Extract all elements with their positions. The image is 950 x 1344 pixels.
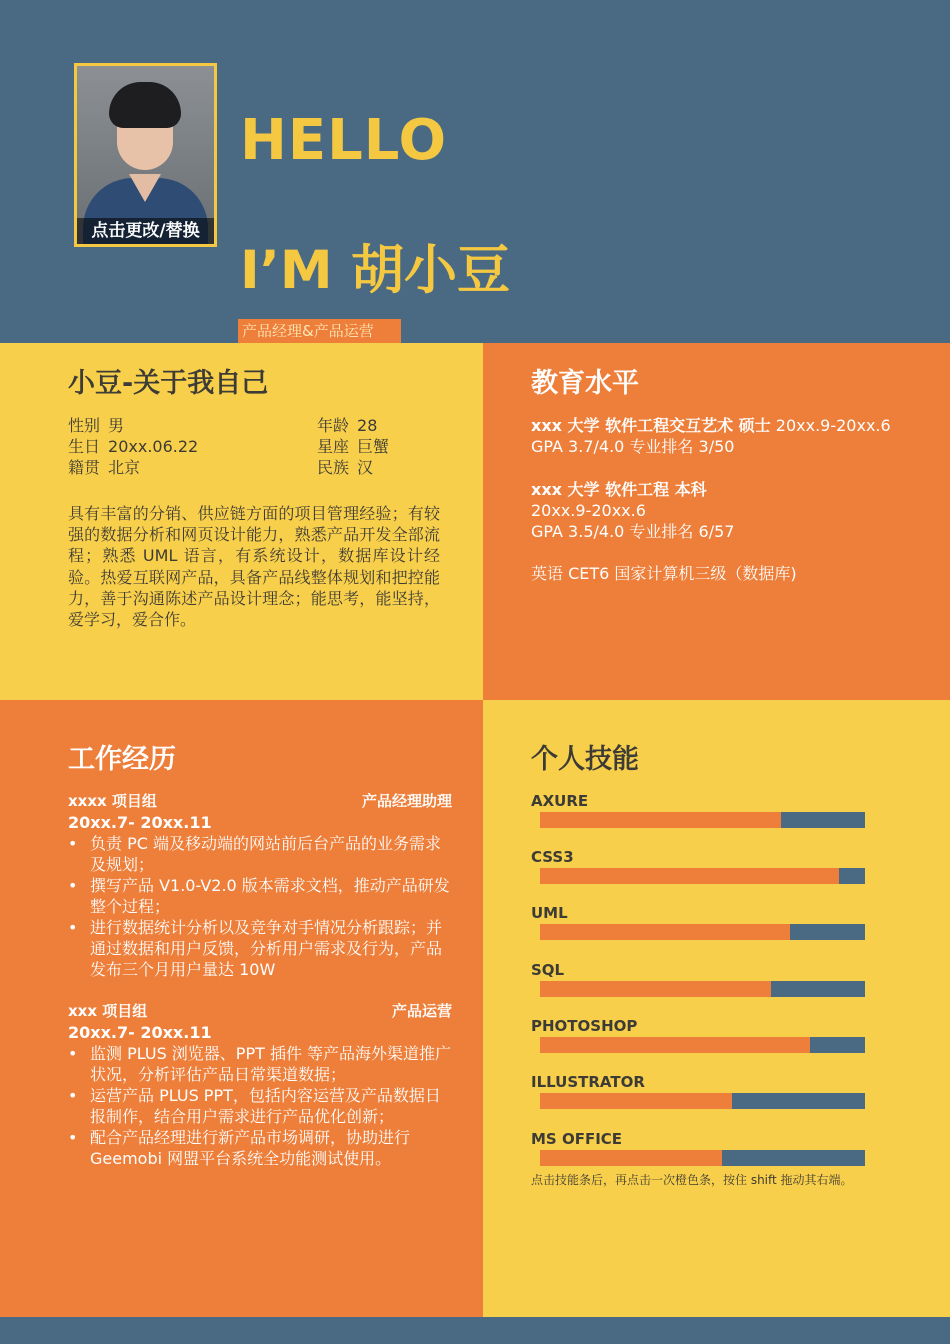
info-hometown [68, 457, 140, 478]
education-certificates: 英语 CET6 国家计算机三级（数据库) [531, 564, 797, 583]
education-period: 20xx.9-20xx.6 [775, 416, 891, 435]
skill-fill[interactable] [540, 1150, 722, 1166]
role-tag: 产品经理&产品运营 [238, 319, 401, 343]
info-age [317, 415, 377, 436]
job-role: 产品经理助理 [361, 792, 452, 810]
skill-fill[interactable] [540, 812, 781, 828]
work-title: 工作经历 [68, 744, 176, 775]
info-label: 民族 [317, 458, 350, 477]
list-item: • 运营产品 PLUS PPT，包括内容运营及产品数据日报制作，结合用户需求进行产品优化创新； [68, 1085, 452, 1127]
education-entry-1-header [531, 415, 891, 436]
list-item: • 撰写产品 V1.0-V2.0 版本需求文档，推动产品研发整个过程； [68, 875, 452, 917]
info-value: 巨蟹 [357, 437, 390, 456]
skill-bar-uml[interactable] [540, 924, 865, 940]
info-gender [68, 415, 124, 436]
name-heading: I’M 胡小豆 [240, 240, 511, 301]
education-period: 20xx.9-20xx.6 [531, 501, 646, 520]
education-title: 教育水平 [531, 368, 639, 399]
info-value: 20xx.06.22 [108, 437, 199, 456]
info-value: 汉 [357, 458, 374, 477]
skills-note: 点击技能条后，再点击一次橙色条，按住 shift 拖动其右端。 [531, 1173, 853, 1187]
info-label: 生日 [68, 437, 101, 456]
skill-name-photoshop: PHOTOSHOP [531, 1017, 638, 1035]
skill-fill[interactable] [540, 868, 839, 884]
about-title: 小豆-关于我自己 [68, 368, 269, 399]
skill-name-ms-office: MS OFFICE [531, 1130, 623, 1148]
education-school-major: xxx 大学 软件工程 本科 [531, 480, 707, 499]
job-period: 20xx.7- 20xx.11 [68, 1023, 212, 1042]
job-org: xxx 项目组 [68, 1002, 148, 1020]
education-gpa: GPA 3.5/4.0 专业排名 6/57 [531, 522, 735, 541]
skill-bar-css3[interactable] [540, 868, 865, 884]
list-item: • 监测 PLUS 浏览器、PPT 插件 等产品海外渠道推广状况，分析评估产品日常渠道数据； [68, 1043, 452, 1085]
skill-fill[interactable] [540, 1093, 732, 1109]
profile-photo[interactable] [74, 63, 217, 247]
job-period: 20xx.7- 20xx.11 [68, 813, 212, 832]
skill-bar-ms-office[interactable] [540, 1150, 865, 1166]
info-label: 籍贯 [68, 458, 101, 477]
footer-band [0, 1317, 950, 1344]
job-2-bullets [68, 1043, 452, 1169]
change-photo-button[interactable]: 点击更改/替换 [77, 218, 214, 244]
skill-fill[interactable] [540, 1037, 810, 1053]
photo-hair [109, 82, 181, 128]
skill-name-sql: SQL [531, 961, 565, 979]
info-value: 北京 [108, 458, 141, 477]
info-ethnicity [317, 457, 373, 478]
list-item: • 负责 PC 端及移动端的网站前后台产品的业务需求及规划； [68, 833, 452, 875]
info-birthday [68, 436, 198, 457]
job-role: 产品运营 [391, 1002, 452, 1020]
skill-bar-illustrator[interactable] [540, 1093, 865, 1109]
skill-fill[interactable] [540, 924, 790, 940]
education-school-major: xxx 大学 软件工程交互艺术 硕士 [531, 416, 771, 435]
job-1-header [68, 791, 452, 812]
skill-bar-sql[interactable] [540, 981, 865, 997]
skill-bar-axure[interactable] [540, 812, 865, 828]
about-description: 具有丰富的分销、供应链方面的项目管理经验；有较强的数据分析和网页设计能力，熟悉产品开发全部流程；熟悉 UML 语言，有系统设计，数据库设计经验。热爱互联网产品，具备产品线整体规划和把控能力，善于沟通陈述产品设计理念；能思考，能坚持，爱学习，爱合作。 [68, 504, 440, 630]
education-gpa: GPA 3.7/4.0 专业排名 3/50 [531, 437, 735, 456]
info-label: 年龄 [317, 416, 350, 435]
job-2-header [68, 1001, 452, 1022]
job-org: xxxx 项目组 [68, 792, 157, 810]
info-zodiac [317, 436, 389, 457]
skill-bar-photoshop[interactable] [540, 1037, 865, 1053]
job-1-bullets [68, 833, 452, 980]
education-entry-2-header [531, 479, 707, 500]
info-label: 性别 [68, 416, 101, 435]
skill-name-uml: UML [531, 904, 568, 922]
hello-heading: HELLO [240, 108, 448, 173]
info-label: 星座 [317, 437, 350, 456]
list-item: • 进行数据统计分析以及竞争对手情况分析跟踪；并通过数据和用户反馈，分析用户需求及行为，产品发布三个月用户量达 10W [68, 917, 452, 980]
list-item: • 配合产品经理进行新产品市场调研，协助进行 Geemobi 网盟平台系统全功能测试使用。 [68, 1127, 452, 1169]
info-value: 男 [108, 416, 125, 435]
skills-title: 个人技能 [531, 744, 639, 775]
skill-fill[interactable] [540, 981, 771, 997]
skill-name-css3: CSS3 [531, 848, 574, 866]
skill-name-illustrator: ILLUSTRATOR [531, 1073, 645, 1091]
info-value: 28 [357, 416, 378, 435]
skill-name-axure: AXURE [531, 792, 589, 810]
